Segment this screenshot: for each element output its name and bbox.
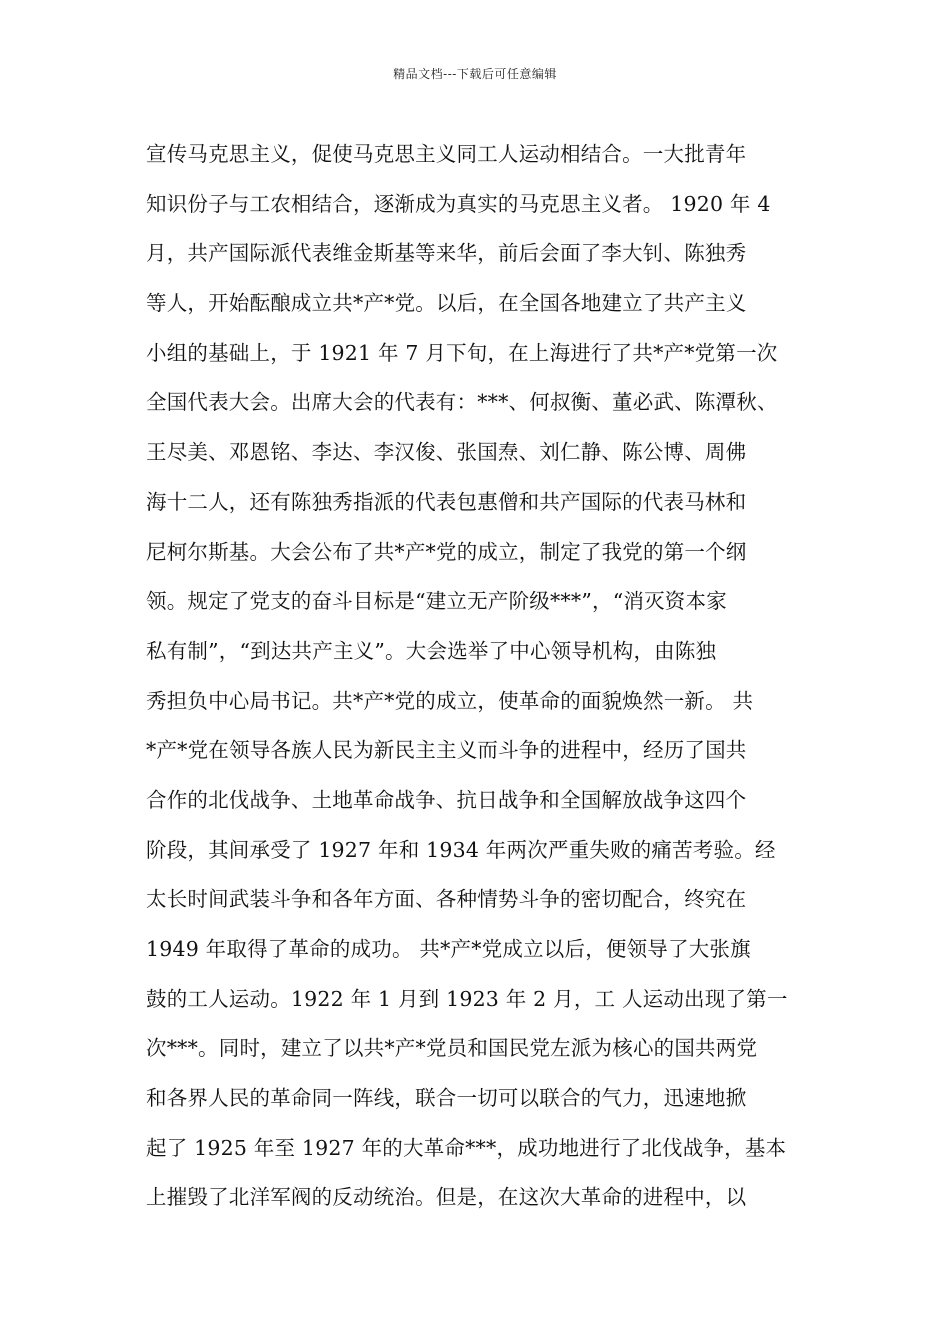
text-line: 尼柯尔斯基。大会公布了共*产*党的成立，制定了我党的第一个纲 — [146, 539, 747, 564]
text-line: 鼓的工人运动。1922 年 1 月到 1923 年 2 月，工 人运动出现了第一 — [146, 986, 788, 1011]
text-line: 小组的基础上，于 1921 年 7 月下旬，在上海进行了共*产*党第一次 — [146, 340, 778, 365]
text-line: 海十二人，还有陈独秀指派的代表包惠僧和共产国际的代表马林和 — [146, 489, 747, 514]
text-line: 等人，开始酝酿成立共*产*党。以后，在全国各地建立了共产主义 — [146, 291, 747, 316]
text-line: 月，共产国际派代表维金斯基等来华，前后会面了李大钊、陈独秀 — [146, 241, 747, 266]
text-line: *产*党在领导各族人民为新民主主义而斗争的进程中，经历了国共 — [146, 738, 747, 763]
text-line: 私有制”，“到达共产主义”。大会选举了中心领导机构，由陈独 — [146, 638, 717, 663]
text-line: 1949 年取得了革命的成功。 共*产*党成立以后，便领导了大张旗 — [146, 937, 751, 961]
text-line: 秀担负中心局书记。共*产*党的成立，使革命的面貌焕然一新。 共 — [146, 688, 754, 713]
text-line: 全国代表大会。出席大会的代表有：***、何叔衡、董必武、陈潭秋、 — [146, 390, 778, 415]
text-line: 领。规定了党支的奋斗目标是“建立无产阶级***”，“消灭资本家 — [146, 589, 727, 614]
text-line: 上摧毁了北洋军阀的反动统治。但是，在这次大革命的进程中，以 — [146, 1185, 747, 1210]
text-line: 和各界人民的革命同一阵线，联合一切可以联合的气力，迅速地掀 — [146, 1086, 747, 1111]
text-line: 次***。同时，建立了以共*产*党员和国民党左派为核心的国共两党 — [146, 1036, 758, 1061]
text-line: 阶段，其间承受了 1927 年和 1934 年两次严重失败的痛苦考验。经 — [146, 837, 776, 862]
text-line: 合作的北伐战争、土地革命战争、抗日战争和全国解放战争这四个 — [146, 787, 747, 812]
text-line: 起了 1925 年至 1927 年的大革命***，成功地进行了北伐战争，基本 — [146, 1135, 787, 1160]
body-text — [146, 130, 826, 1223]
text-line: 知识份子与工农相结合，逐渐成为真实的马克思主义者。 1920 年 4 — [146, 191, 771, 216]
page-header: 精品文档---下载后可任意编辑 — [393, 67, 557, 81]
text-line: 宣传马克思主义，促使马克思主义同工人运动相结合。一大批青年 — [146, 142, 747, 166]
text-line: 太长时间武装斗争和各年方面、各种情势斗争的密切配合，终究在 — [146, 887, 747, 912]
text-line: 王尽美、邓恩铭、李达、李汉俊、张国焘、刘仁静、陈公博、周佛 — [146, 440, 747, 465]
